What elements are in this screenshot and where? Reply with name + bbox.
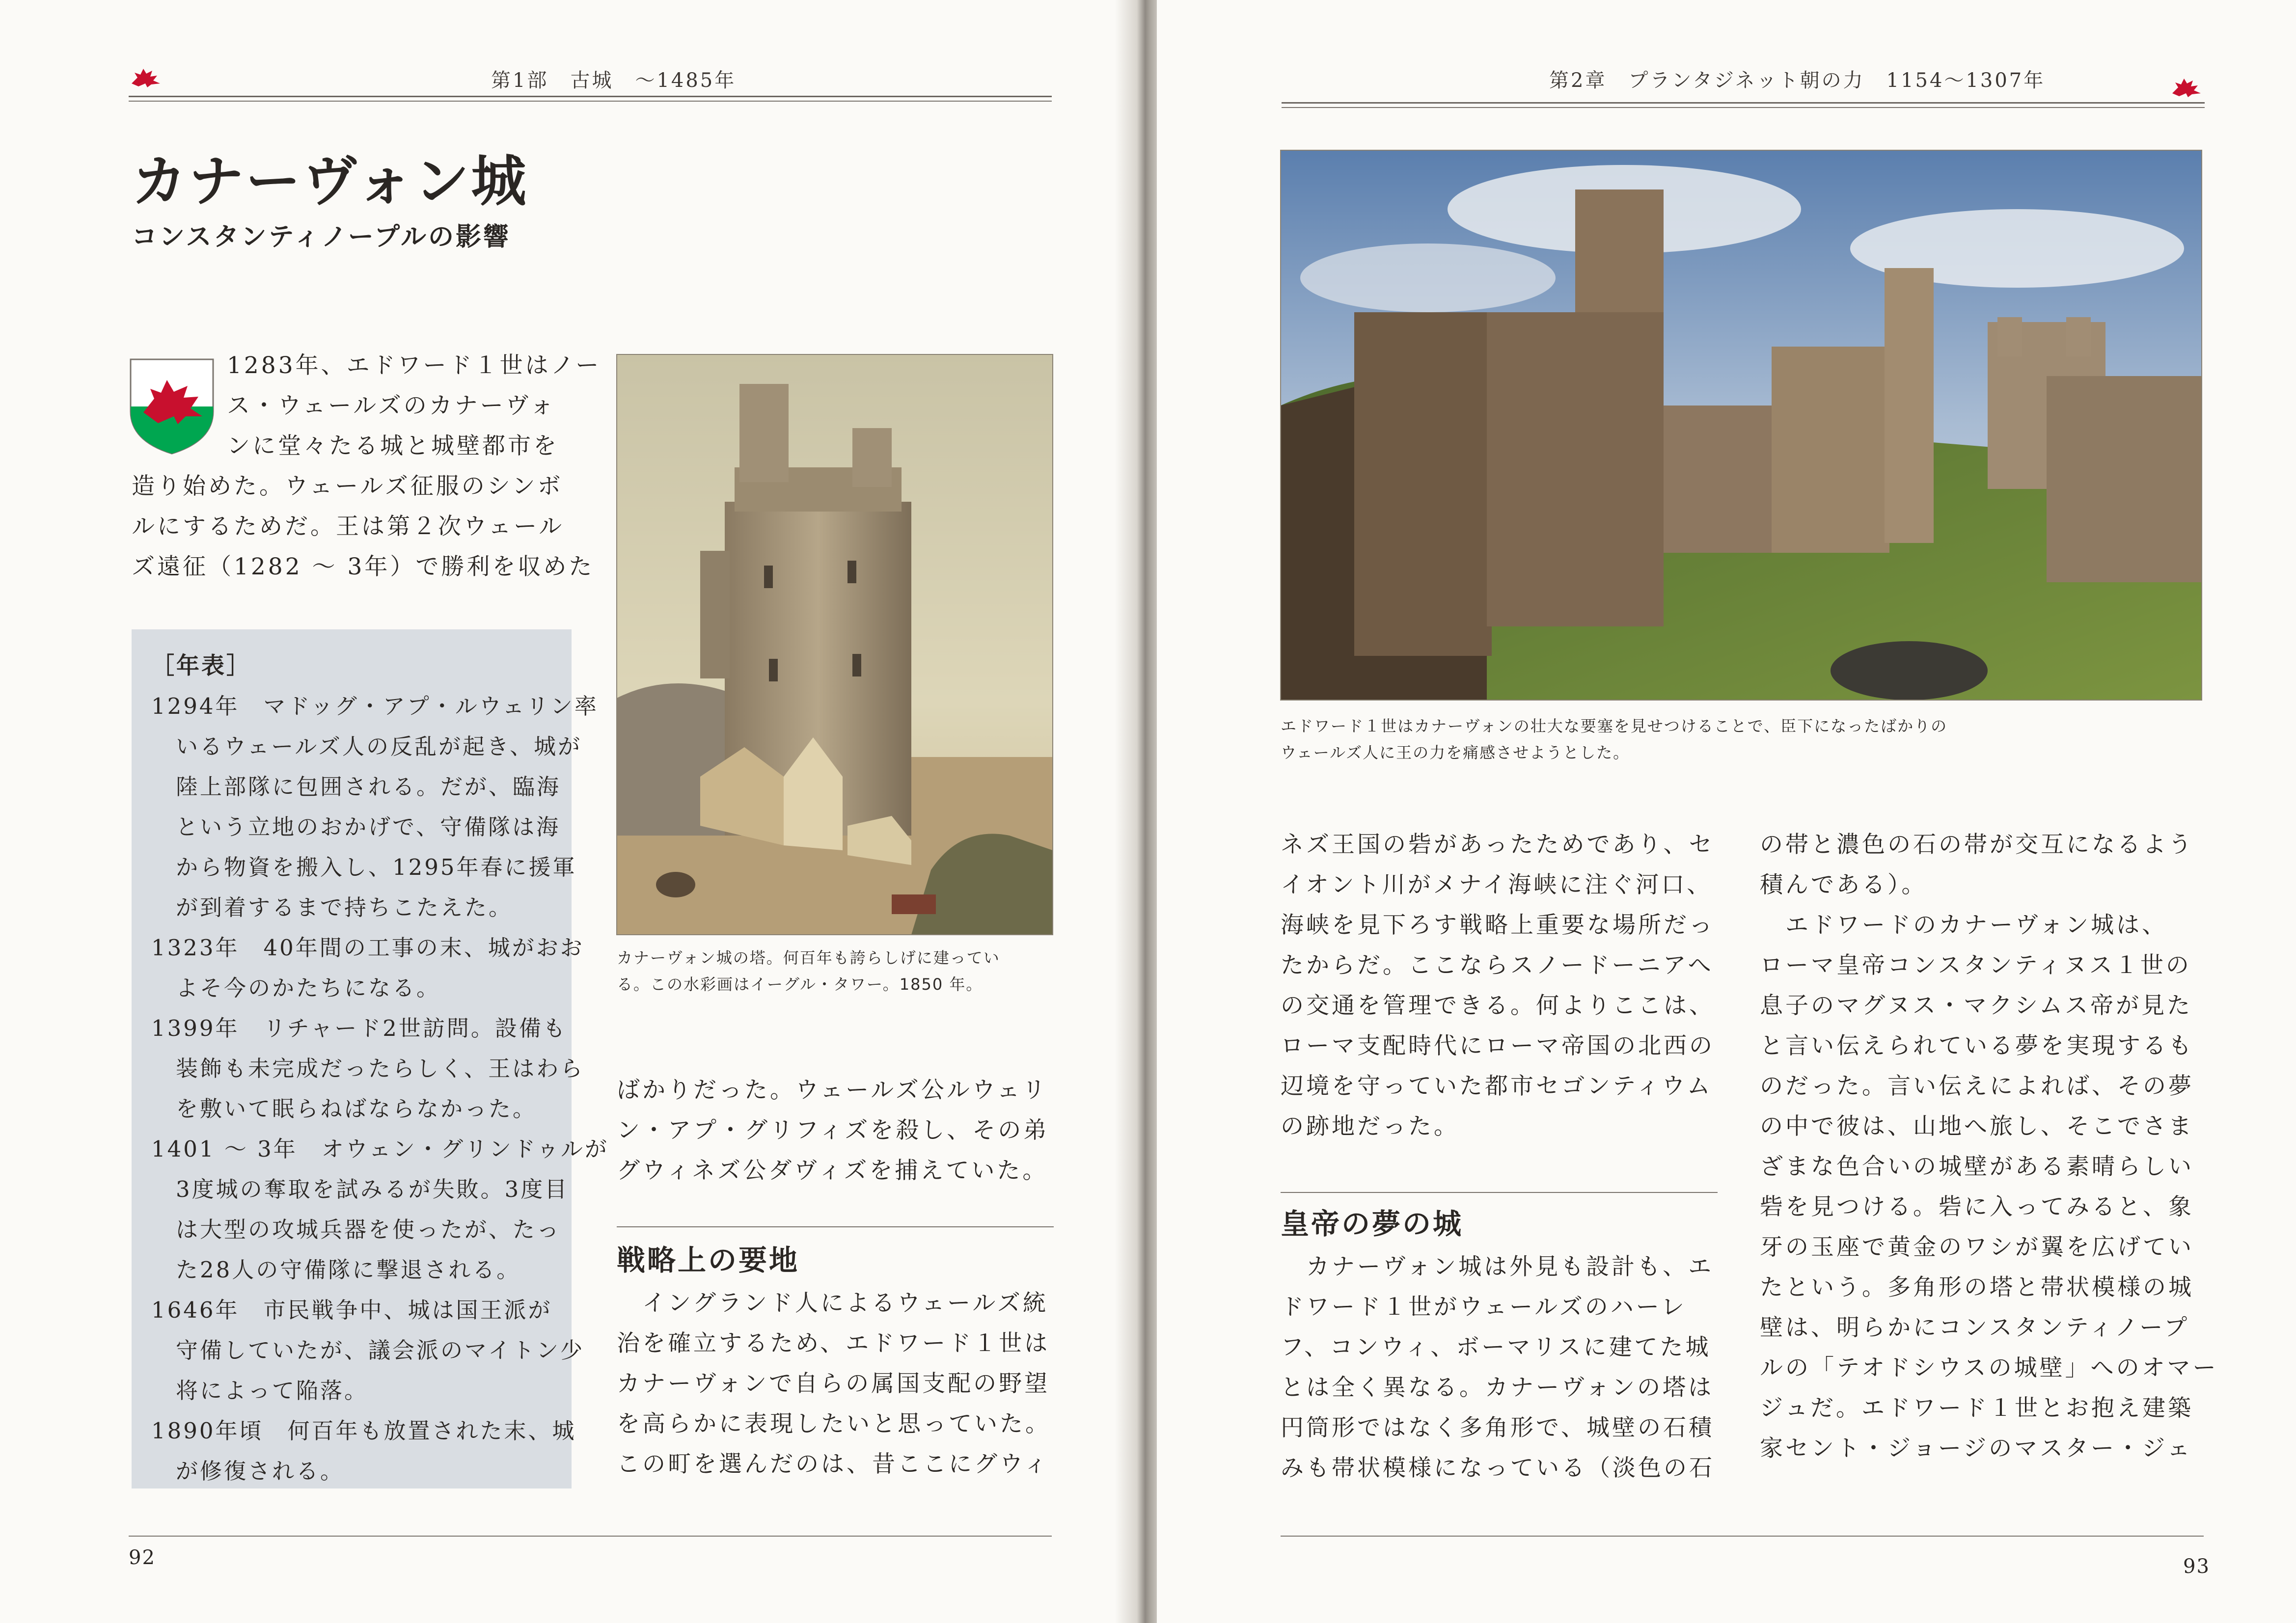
running-head: 第1部 古城 〜1485年 [491,69,737,92]
body-line: ローマ皇帝コンスタンティヌス１世の [1760,952,2191,979]
photo-caption-line: エドワード１世はカナーヴォンの壮大な要塞を見せつけることで、臣下になったばかりの [1281,717,1948,735]
timeline-entry-line: 1401 〜 3年 オウェン・グリンドゥルが [151,1136,609,1162]
page-title: カナーヴォン城 [132,149,528,214]
intro-line: ズ遠征（1282 〜 3年）で勝利を収めた [132,553,595,580]
body-line: を高らかに表現したいと思っていた。 [617,1410,1051,1437]
intro-line: ンに堂々たる城と城壁都市を [227,433,559,460]
body-line: 海峡を見下ろす戦略上重要な場所だっ [1281,912,1715,939]
body-line: のだった。言い伝えによれば、その夢 [1760,1073,2194,1100]
body-line: 家セント・ジョージのマスター・ジェ [1760,1435,2193,1462]
right-page [1157,0,2296,1623]
timeline-entry-line: 装飾も未完成だったらしく、王はわら [176,1055,585,1082]
header-rule-thin [129,101,1052,102]
body-line: 治を確立するため、エドワード１世は [617,1330,1050,1357]
welsh-flag-shield-icon [129,357,215,456]
body-line: ン・アプ・グリフィズを殺し、その弟 [617,1117,1049,1144]
timeline-entry-line: 1323年 40年間の工事の末、城がおお [151,935,584,961]
body-line: ドワード１世がウェールズのハーレ [1281,1294,1687,1321]
body-line: イオント川がメナイ海峡に注ぐ河口、 [1281,871,1713,898]
timeline-entry-line: が到着するまで持ちこたえた。 [176,894,513,920]
body-line: ジュだ。エドワード１世とお抱え建築 [1760,1395,2194,1422]
section-rule [617,1226,1054,1227]
timeline-entry-line: 1890年頃 何百年も放置された末、城 [151,1418,576,1444]
intro-paragraph-lines-4-6 [132,466,595,587]
intro-line: 造り始めた。ウェールズ征服のシンボ [132,473,563,500]
body-line: グウィネズ公ダヴィズを捕えていた。 [617,1157,1048,1184]
body-line: の帯と濃色の石の帯が交互になるよう [1760,831,2194,858]
timeline-lines [151,686,609,1491]
timeline-entry-line: 1294年 マドッグ・アプ・ルウェリン率 [151,693,599,719]
body-line: 積んである）。 [1760,871,1927,898]
timeline-entry-line: が修復される。 [176,1458,345,1484]
body-line: ネズ王国の砦があったためであり、セ [1281,831,1715,858]
timeline-entry-line: は大型の攻城兵器を使ったが、たっ [176,1217,561,1243]
body-line: イングランド人によるウェールズ統 [617,1290,1048,1317]
timeline-entry-line: た28人の守備隊に撃退される。 [176,1257,521,1283]
section-heading-emperor-dream: 皇帝の夢の城 [1281,1207,1464,1241]
strategic-section-text [617,1283,1059,1485]
eagle-tower-painting [617,354,1053,935]
body-line: ルの「テオドシウスの城壁」へのオマー [1760,1354,2218,1381]
painting-caption-line: る。この水彩画はイーグル・タワー。1850 年。 [617,975,983,994]
body-line: ローマ支配時代にローマ帝国の北西の [1281,1032,1715,1059]
body-line: 牙の玉座で黄金のワシが翼を広げてい [1760,1234,2194,1261]
body-line: とは全く異なる。カナーヴォンの塔は [1281,1374,1714,1401]
timeline-entry-line: という立地のおかげで、守備隊は海 [176,814,561,840]
timeline-box [132,629,609,1488]
header-rule [1282,102,2205,104]
body-line: 円筒形ではなく多角形で、城壁の石積 [1281,1414,1715,1441]
body-line: たからだ。ここならスノードーニアへ [1281,952,1714,979]
footer-rule [129,1536,1052,1537]
column-2-continuation [617,1070,1059,1191]
body-line: カナーヴォンで自らの属国支配の野望 [617,1370,1050,1397]
timeline-entry-line: から物資を搬入し、1295年春に援軍 [176,854,577,880]
timeline-title: ［年表］ [151,652,251,679]
timeline-entry-line: よそ今のかたちになる。 [176,975,441,1001]
intro-line: 1283年、エドワード１世はノー [227,352,601,379]
timeline-entry-line: 陸上部隊に包囲される。だが、臨海 [176,774,561,800]
body-line: フ、コンウィ、ボーマリスに建てた城 [1281,1334,1711,1361]
emperor-dream-section-text [1281,1247,1722,1488]
body-line: 砦を見つける。砦に入ってみると、象 [1760,1193,2194,1220]
photo-caption-line: ウェールズ人に王の力を痛感させようとした。 [1281,743,1630,762]
timeline-entry-line: 3度城の奪取を試みるが失敗。3度目 [176,1176,569,1202]
body-line: カナーヴォン城は外見も設計も、エ [1281,1253,1714,1280]
castle-courtyard-photo [1281,150,2202,700]
page-number: 92 [129,1546,156,1569]
welsh-dragon-icon [2169,74,2204,98]
header-rule [129,96,1052,97]
body-line: みも帯状模様になっている（淡色の石 [1281,1455,1715,1482]
timeline-entry-line: 守備していたが、議会派のマイトン少 [176,1337,585,1363]
timeline-entry-line: 将によって陥落。 [176,1378,369,1404]
timeline-entry-line: 1399年 リチャード2世訪問。設備も [151,1015,567,1041]
timeline-entry-line: 1646年 市民戦争中、城は国王派が [151,1297,552,1323]
body-line: と言い伝えられている夢を実現するも [1760,1032,2194,1059]
welsh-dragon-icon [129,64,163,88]
section-heading-strategic: 戦略上の要地 [617,1244,800,1277]
body-line: たという。多角形の塔と帯状模様の城 [1760,1274,2194,1301]
timeline-entry-line: を敷いて眠らねばならなかった。 [176,1096,537,1122]
section-rule [1281,1192,1718,1193]
page-subtitle: コンスタンティノープルの影響 [132,222,511,252]
body-line: の交通を管理できる。何よりここは、 [1281,992,1715,1019]
body-line: この町を選んだのは、昔ここにグウィ [617,1451,1050,1478]
footer-rule [1281,1536,2204,1537]
intro-line: ルにするためだ。王は第２次ウェール [132,513,565,540]
body-line: 息子のマグヌス・マクシムス帝が見た [1760,992,2193,1019]
running-head: 第2章 プランタジネット朝の力 1154〜1307年 [1549,69,2046,92]
body-line: エドワードのカナーヴォン城は、 [1760,912,2168,939]
intro-line: ス・ウェールズのカナーヴォ [227,392,556,419]
body-line: 辺境を守っていた都市セゴンティウム [1281,1073,1713,1100]
column-1-text [1281,825,1722,1147]
body-line: ざまな色合いの城壁がある素晴らしい [1760,1153,2194,1180]
painting-caption-line: カナーヴォン城の塔。何百年も誇らしげに建ってい [617,948,1000,967]
timeline-entry-line: いるウェールズ人の反乱が起き、城が [176,733,582,759]
left-page [0,0,1139,1623]
body-line: 壁は、明らかにコンスタンティノープ [1760,1314,2190,1341]
body-line: の跡地だった。 [1281,1113,1459,1140]
body-line: ばかりだった。ウェールズ公ルウェリ [617,1077,1048,1104]
body-line: の中で彼は、山地へ旅し、そこでさま [1760,1113,2194,1140]
page-number: 93 [2183,1555,2210,1578]
intro-paragraph-lines-1-3 [227,346,601,466]
column-2-text [1760,825,2218,1469]
header-rule-thin [1282,107,2205,108]
